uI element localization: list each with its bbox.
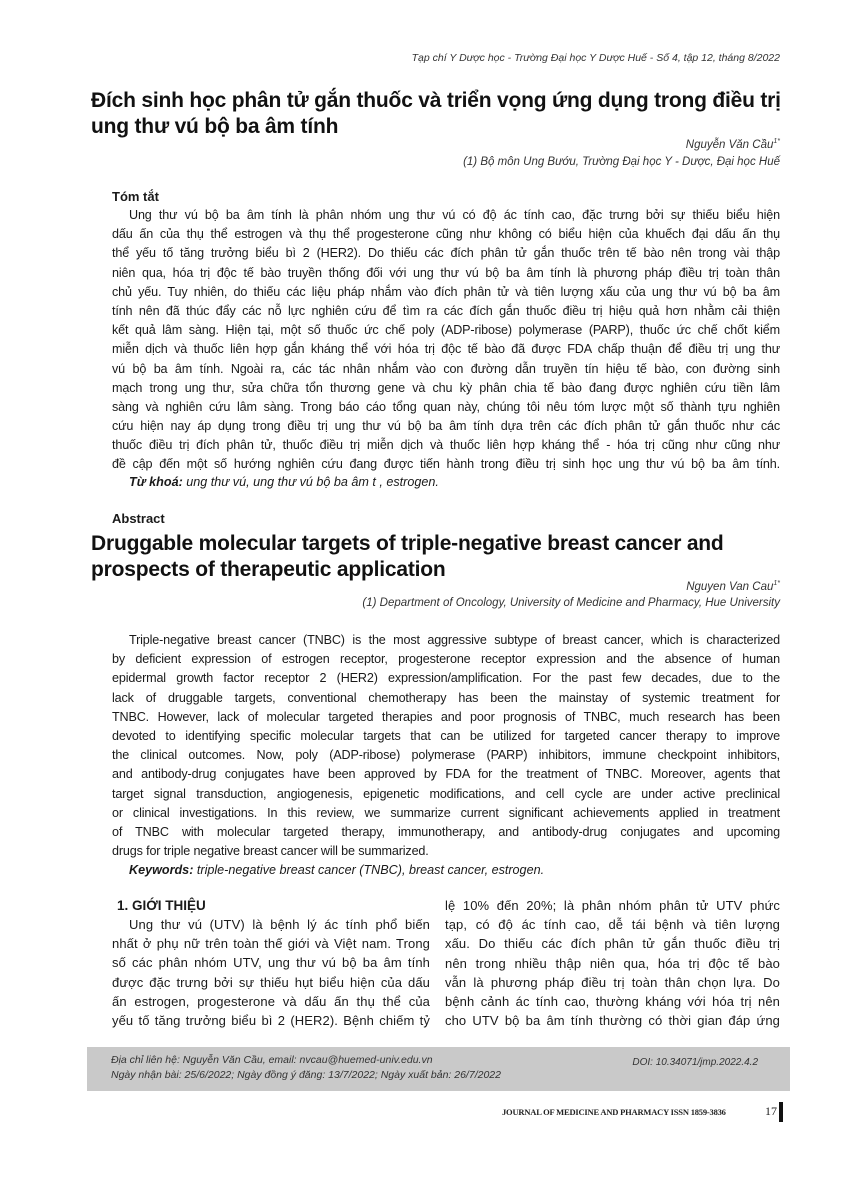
text-line: cho UTV bộ ba âm tính thường có thời gian đáp ứng bbox=[445, 1013, 780, 1029]
text-line: epidermal growth factor receptor 2 (HER2) expression/amplification. For the past few decades, due to the bbox=[112, 671, 780, 686]
page-bar-divider bbox=[779, 1102, 783, 1122]
author-sup: 1* bbox=[773, 138, 780, 145]
text-line: ấn estrogen, progesterone và dấu ấn thụ thể của bbox=[112, 993, 430, 1009]
dates-line: Ngày nhận bài: 25/6/2022; Ngày đồng ý đăng: 13/7/2022; Ngày xuất bản: 26/7/2022 bbox=[111, 1069, 501, 1081]
keywords-text: triple-negative breast cancer (TNBC), breast cancer, estrogen. bbox=[196, 863, 545, 877]
text-line: Ung thư vú bộ ba âm tính là phân nhóm ung thư vú có độ ác tính cao, đặc trưng bởi sự thiếu biểu hiện bbox=[129, 208, 780, 222]
running-header: Tạp chí Y Dược học - Trường Đại học Y Dược Huế - Số 4, tập 12, tháng 8/2022 bbox=[411, 52, 780, 64]
text-line: lack of druggable targets, conventional chemotherapy has been the mainstay of systemic treatment for bbox=[112, 690, 780, 705]
keywords-label: Keywords: bbox=[129, 863, 194, 877]
text-line: sàng và nghiên cứu lâm sàng. Trong báo cáo tổng quan này, chúng tôi nêu tóm lược một số thành tựu nghiên bbox=[112, 399, 780, 414]
text-line: the clinical outcomes. Now, poly (ADP-ribose) polymerase (PARP) inhibitors, immune checkpoint inhibitors, bbox=[112, 748, 780, 763]
text-line: Triple-negative breast cancer (TNBC) is the most aggressive subtype of breast cancer, which is characterized bbox=[129, 633, 780, 647]
text-line: Ung thư vú (UTV) là bệnh lý ác tính phổ biến bbox=[129, 917, 430, 932]
vi-keywords bbox=[129, 473, 439, 492]
vi-author bbox=[686, 138, 780, 151]
en-title-line: Druggable molecular targets of triple-negative breast cancer and bbox=[91, 532, 724, 555]
text-line: lệ 10% đến 20%; là phân nhóm phân tử UTV phức bbox=[445, 898, 780, 913]
text-line: thuốc điều trị đích phân tử, thuốc điều trị miễn dịch và thuốc liên hợp kháng thể - hóa trị cũng như cũng như bbox=[112, 438, 780, 453]
text-line: tính nên đã thúc đẩy các nỗ lực nghiên cứu để tìm ra các đích gắn thuốc điều trị hiệu quả hơn nhằm cải thiện bbox=[112, 303, 780, 318]
page-number: 17 bbox=[765, 1104, 777, 1118]
text-line: TNBC. However, lack of molecular targeted therapies and poor prognosis of TNBC, much research has been bbox=[112, 709, 780, 724]
text-line: and antibody-drug conjugates have been approved by FDA for the treatment of TNBC. Moreover, agents that bbox=[112, 767, 780, 782]
vi-title bbox=[91, 88, 791, 140]
vi-title-line: Đích sinh học phân tử gắn thuốc và triển vọng ứng dụng trong điều trị bbox=[91, 89, 781, 112]
text-line: drugs for triple negative breast cancer will be summarized. bbox=[112, 844, 429, 859]
text-line: bệnh cảnh ác tính cao, thường kháng với hóa trị nên bbox=[445, 993, 780, 1009]
text-line: vú bộ ba âm tính. Ngoài ra, các tác nhân nhắm vào con đường dẫn truyền tín hiệu tế bào, con đường sinh bbox=[112, 361, 780, 376]
author-name: Nguyen Van Cau bbox=[686, 580, 774, 593]
text-line: miễn dịch và thuốc liên hợp gắn kháng thể với hóa trị độc tế bào đã được FDA chấp thuận để điều trị ung thư bbox=[112, 342, 780, 357]
text-line: thể yếu tố tăng trưởng biểu bì 2 (HER2). Do thiếu các đích phân tử gắn thuốc trên tế bào nên trong vài thập bbox=[112, 246, 780, 261]
text-line: yếu tố tăng trưởng biểu bì 2 (HER2). Bệnh chiếm tỷ bbox=[112, 1012, 430, 1028]
vi-abstract bbox=[112, 206, 780, 475]
journal-footer: JOURNAL OF MEDICINE AND PHARMACY ISSN 1859-3836 bbox=[502, 1107, 726, 1117]
text-line: số các phân nhóm UTV, ung thư vú bộ ba âm tính bbox=[112, 955, 430, 971]
text-line: nhất ở phụ nữ trên toàn thế giới và Việt nam. Trong bbox=[112, 936, 430, 952]
keywords-label: Từ khoá: bbox=[129, 475, 183, 489]
intro-left-column bbox=[112, 915, 430, 1030]
en-abstract-heading: Abstract bbox=[112, 511, 165, 526]
text-line: nên trong nhiều thập niên qua, hóa trị độc tế bào bbox=[445, 955, 780, 971]
contact-line: Địa chỉ liên hệ: Nguyễn Văn Cầu, email: nvcau@huemed-univ.edu.vn bbox=[111, 1054, 433, 1066]
intro-right-column bbox=[445, 896, 780, 1030]
text-line: xấu. Do thiếu các đích phân tử gắn thuốc điều trị bbox=[445, 936, 780, 952]
keywords-text: ung thư vú, ung thư vú bộ ba âm t , estrogen. bbox=[186, 475, 439, 489]
text-line: of TNBC with molecular targeted therapy, immunotherapy, and antibody-drug conjugates and upcoming bbox=[112, 824, 780, 839]
en-keywords bbox=[129, 861, 544, 880]
text-line: chủ yếu. Tuy nhiên, do thiếu các liệu pháp nhắm vào đích phân tử và tiên lượng xấu của ung thư vú bộ ba âm bbox=[112, 284, 780, 299]
author-sup: 1* bbox=[773, 580, 780, 587]
text-line: kết quả lâm sàng. Hiện tại, một số thuốc ức chế poly (ADP-ribose) polymerase (PARP), thuốc ức chế chốt kiểm bbox=[112, 323, 780, 338]
doi: DOI: 10.34071/jmp.2022.4.2 bbox=[632, 1057, 758, 1068]
vi-title-line: ung thư vú bộ ba âm tính bbox=[91, 115, 339, 138]
en-title bbox=[91, 531, 791, 583]
text-line: devoted to identifying specific molecular targets that can be utilized for targeted cancer therapy to improve bbox=[112, 728, 780, 743]
text-line: vẫn là phương pháp điều trị toàn thân chọn lựa. Do bbox=[445, 974, 780, 990]
text-line: niên qua, hóa trị độc tế bào truyền thống đối với ung thư vú bộ ba âm tính là phương pháp điều trị toàn thân bbox=[112, 265, 780, 280]
en-abstract bbox=[112, 631, 780, 861]
text-line: cứu hiện nay áp dụng trong điều trị ung thư vú bộ ba âm tính dựa trên các đích phân tử gắn thuốc như các bbox=[112, 419, 780, 434]
en-affiliation: (1) Department of Oncology, University of Medicine and Pharmacy, Hue University bbox=[362, 597, 780, 609]
text-line: mạch trong ung thư, sửa chữa tổn thương gene và chu kỳ phân chia tế bào đang được nghiên cứu tiền lâm bbox=[112, 380, 780, 395]
en-title-line: prospects of therapeutic application bbox=[91, 558, 446, 581]
vi-abstract-heading: Tóm tắt bbox=[112, 189, 159, 204]
text-line: dấu ấn của thụ thể estrogen và thụ thể progesterone cũng như không có biểu hiện của khuếch đại dấu ấn thụ bbox=[112, 227, 780, 242]
text-line: by deficient expression of estrogen receptor, progesterone receptor expression and the absence of human bbox=[112, 652, 780, 667]
contact-info-box bbox=[87, 1047, 790, 1091]
text-line: đề cập đến một số hướng nghiên cứu đang được tiến hành trong điều trị sinh học ung thư vú bộ ba âm tính. bbox=[112, 457, 780, 472]
author-name: Nguyễn Văn Cầu bbox=[685, 138, 774, 151]
text-line: tạp, có độ ác tính cao, dễ tái bệnh và tiên lượng bbox=[445, 917, 780, 933]
en-author bbox=[686, 580, 780, 593]
vi-affiliation: (1) Bộ môn Ung Bướu, Trường Đại học Y - Dược, Đại học Huế bbox=[463, 156, 780, 168]
intro-heading: 1. GIỚI THIỆU bbox=[117, 898, 206, 913]
text-line: target signal transduction, angiogenesis, epigenetic modifications, and cell cycle are under active preclinical bbox=[112, 786, 780, 801]
text-line: or clinical investigations. In this review, we summarize current significant achievements applied in treatment bbox=[112, 805, 780, 820]
text-line: được đặc trưng bởi sự thiếu hụt biểu hiện của dấu bbox=[112, 974, 430, 990]
